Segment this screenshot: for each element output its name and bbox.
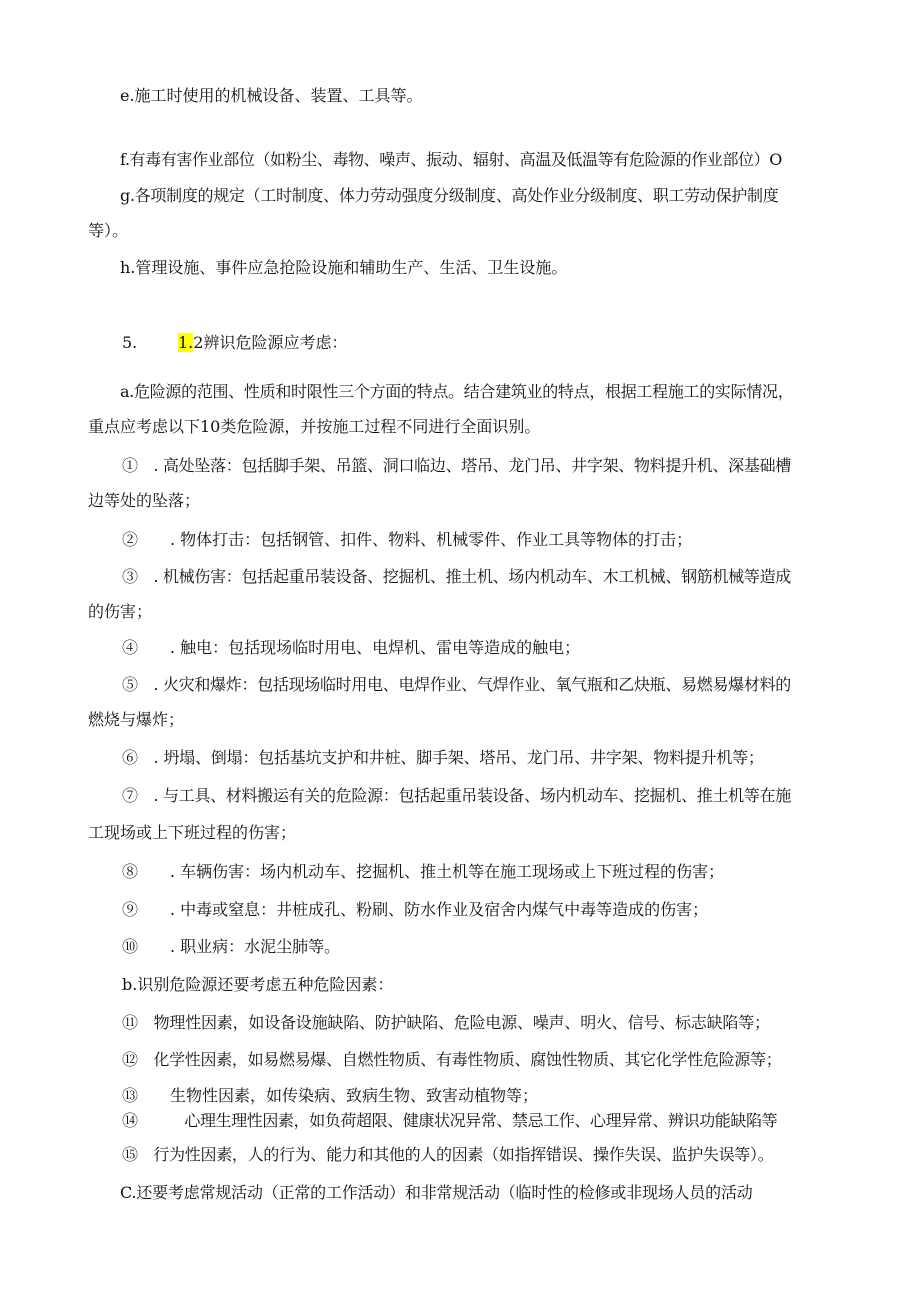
section-heading bbox=[178, 333, 347, 353]
item-g-line2: 等）。 bbox=[88, 221, 129, 240]
hazard-3-line1: ③ . 机械伤害：包括起重吊装设备、挖掘机、推土机、场内机动车、木工机械、钢筋机械等造成 bbox=[122, 567, 791, 586]
section-number: 5. bbox=[122, 333, 138, 352]
hazard-4: ④ . 触电：包括现场临时用电、电焊机、雷电等造成的触电； bbox=[122, 638, 581, 657]
hazard-5-line1: ⑤ . 火灾和爆炸：包括现场临时用电、电焊作业、气焊作业、氧气瓶和乙炔瓶、易燃易爆材料的 bbox=[122, 675, 791, 694]
factor-12: ⑫ 化学性因素，如易燃易爆、自燃性物质、有毒性物质、腐蚀性物质、其它化学性危险源等； bbox=[122, 1050, 782, 1069]
item-a-line2: 重点应考虑以下10类危险源，并按施工过程不同进行全面识别。 bbox=[88, 417, 541, 436]
factor-14: ⑭ 心理生理性因素，如负荷超限、健康状况异常、禁忌工作、心理异常、辨识功能缺陷等 bbox=[122, 1111, 778, 1130]
item-e: e.施工时使用的机械设备、装置、工具等。 bbox=[120, 86, 423, 105]
hazard-3-line2: 的伤害； bbox=[88, 602, 153, 621]
hazard-6: ⑥ . 坍塌、倒塌：包括基坑支护和井桩、脚手架、塔吊、龙门吊、井字架、物料提升机等； bbox=[122, 748, 764, 767]
hazard-8: ⑧ . 车辆伤害：场内机动车、挖掘机、推土机等在施工现场或上下班过程的伤害； bbox=[122, 862, 725, 881]
hazard-1-line2: 边等处的坠落； bbox=[88, 491, 201, 510]
item-c: C.还要考虑常规活动（正常的工作活动）和非常规活动（临时性的检修或非现场人员的活动 bbox=[120, 1183, 753, 1202]
hazard-7-line1: ⑦ . 与工具、材料搬运有关的危险源：包括起重吊装设备、场内机动车、挖掘机、推土机等在施 bbox=[122, 786, 791, 805]
hazard-1-line1: ① . 高处坠落：包括脚手架、吊篮、洞口临边、塔吊、龙门吊、井字架、物料提升机、深基础槽 bbox=[122, 456, 791, 475]
factor-15: ⑮ 行为性因素，人的行为、能力和其他的人的因素（如指挥错误、操作失误、监护失误等）。 bbox=[122, 1145, 774, 1164]
item-g-line1: g.各项制度的规定（工时制度、体力劳动强度分级制度、高处作业分级制度、职工劳动保护制度 bbox=[120, 186, 779, 205]
item-h: h.管理设施、事件应急抢险设施和辅助生产、生活、卫生设施。 bbox=[120, 258, 568, 277]
factor-11: ⑪ 物理性因素，如设备设施缺陷、防护缺陷、危险电源、噪声、明火、信号、标志缺陷等； bbox=[122, 1013, 770, 1032]
item-f: f.有毒有害作业部位（如粉尘、毒物、噪声、振动、辐射、高温及低温等有危险源的作业部位）O bbox=[120, 150, 782, 169]
item-b: b.识别危险源还要考虑五种危险因素： bbox=[122, 975, 394, 994]
hazard-7-line2: 工现场或上下班过程的伤害； bbox=[88, 823, 297, 842]
hazard-10: ⑩ . 职业病：水泥尘肺等。 bbox=[122, 937, 341, 956]
item-a-line1: a.危险源的范围、性质和时限性三个方面的特点。结合建筑业的特点，根据工程施工的实际情况， bbox=[120, 382, 794, 401]
hazard-9: ⑨ . 中毒或窒息：井桩成孔、粉刷、防水作业及宿舍内煤气中毒等造成的伤害； bbox=[122, 900, 709, 919]
hazard-2: ② . 物体打击：包括钢管、扣件、物料、机械零件、作业工具等物体的打击； bbox=[122, 530, 693, 549]
hazard-5-line2: 燃烧与爆炸； bbox=[88, 710, 185, 729]
highlighted-text: 1. bbox=[178, 333, 194, 352]
section-heading-text: 2辨识危险源应考虑： bbox=[193, 333, 348, 352]
factor-13: ⑬ 生物性因素，如传染病、致病生物、致害动植物等； bbox=[122, 1086, 539, 1105]
